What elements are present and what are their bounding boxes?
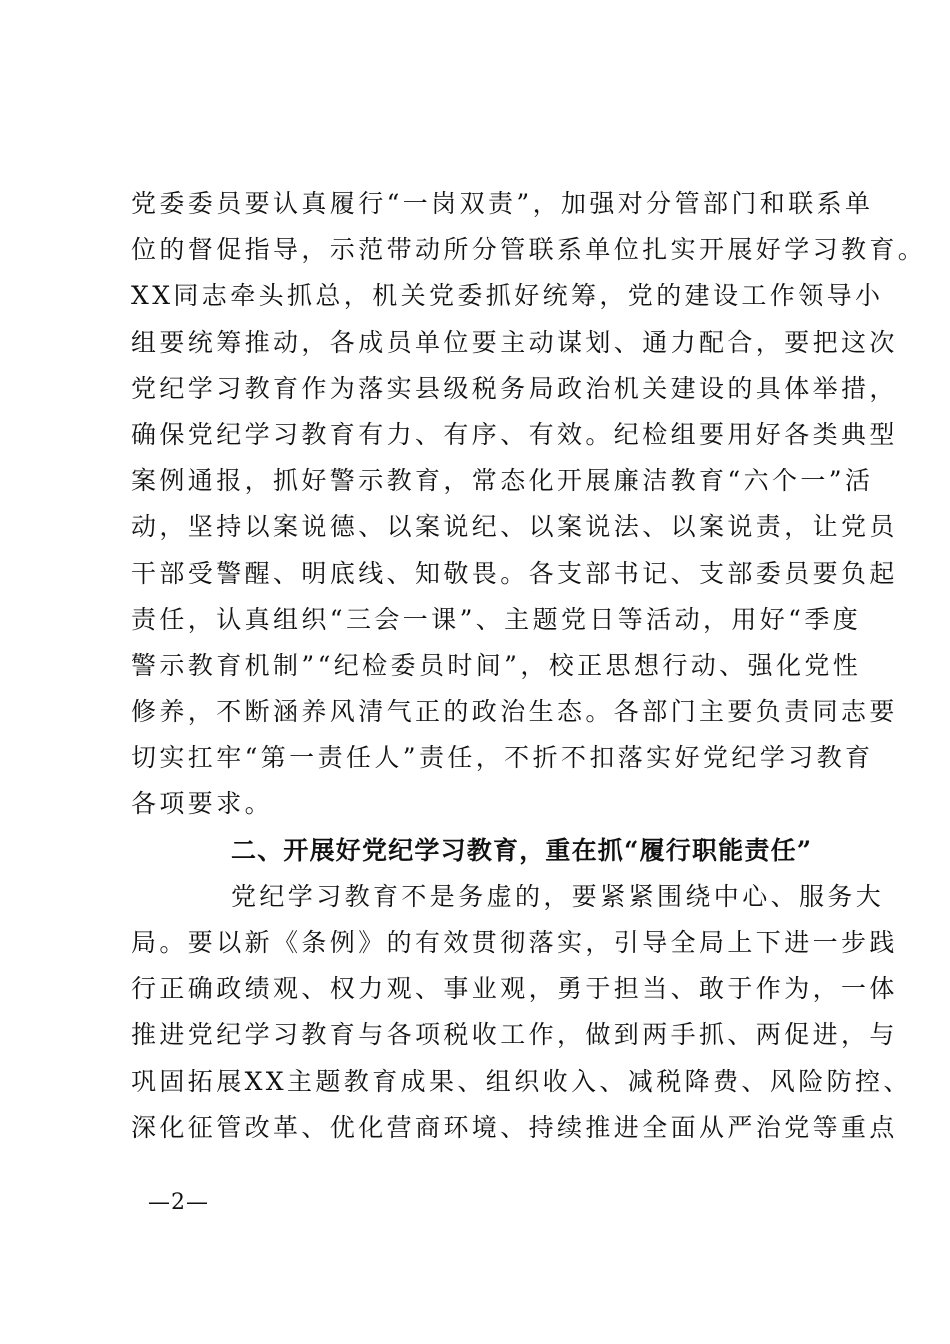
text-line: 各项要求。 [131, 789, 274, 819]
text-line: 干部受警醒、明底线、知敬畏。各支部书记、支部委员要负起 [131, 558, 898, 588]
text-line: 组要统筹推动，各成员单位要主动谋划、通力配合，要把这次 [131, 327, 898, 357]
text-line: 动，坚持以案说德、以案说纪、以案说法、以案说责，让党员 [131, 512, 898, 542]
text-line: 党纪学习教育作为落实县级税务局政治机关建设的具体举措， [131, 373, 898, 403]
text-line: 切实扛牢“第一责任人”责任，不折不扣落实好党纪学习教育 [131, 743, 874, 773]
text-line: 行正确政绩观、权力观、事业观，勇于担当、敢于作为，一体 [131, 974, 898, 1004]
text-line: 推进党纪学习教育与各项税收工作，做到两手抓、两促进，与 [131, 1020, 898, 1050]
text-line: 责任，认真组织“三会一课”、主题党日等活动，用好“季度 [131, 604, 862, 634]
text-line: 深化征管改革、优化营商环境、持续推进全面从严治党等重点 [131, 1112, 898, 1142]
paragraph-2 [131, 874, 912, 1151]
section-heading: 二、开展好党纪学习教育，重在抓“履行职能责任” [231, 835, 813, 865]
page-number: —2— [148, 1190, 209, 1215]
text-line: 局。要以新《条例》的有效贯彻落实，引导全局上下进一步践 [131, 928, 898, 957]
text-line: 修养，不断涵养风清气正的政治生态。各部门主要负责同志要 [131, 697, 898, 727]
text-line: 确保党纪学习教育有力、有序、有效。纪检组要用好各类典型 [131, 419, 898, 449]
text-line: XX同志牵头抓总，机关党委抓好统筹，党的建设工作领导小 [131, 281, 884, 311]
text-line: 案例通报，抓好警示教育，常态化开展廉洁教育“六个一”活 [131, 466, 874, 496]
document-body [131, 181, 927, 1151]
text-line: 警示教育机制”“纪检委员时间”，校正思想行动、强化党性 [131, 650, 862, 680]
text-line: 党委委员要认真履行“一岗双责”，加强对分管部门和联系单 [131, 189, 874, 218]
paragraph-1 [131, 181, 927, 828]
text-line: 巩固拓展XX主题教育成果、组织收入、减税降费、风险防控、 [131, 1066, 912, 1096]
text-line: 位的督促指导，示范带动所分管联系单位扎实开展好学习教育。 [131, 235, 927, 265]
text-line: 党纪学习教育不是务虚的，要紧紧围绕中心、服务大 [231, 881, 885, 911]
